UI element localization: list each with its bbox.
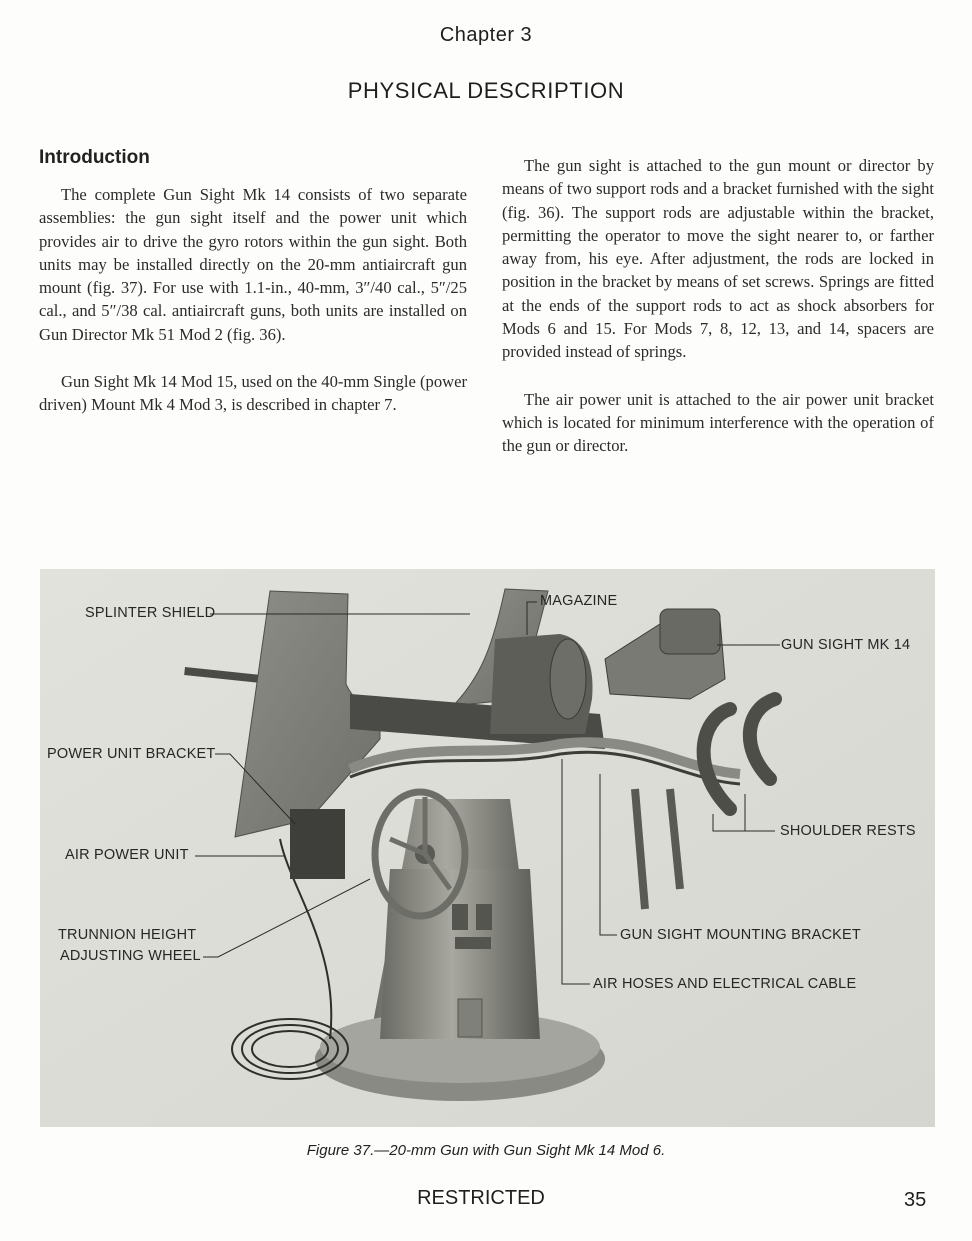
section-heading-introduction: Introduction xyxy=(39,147,150,168)
callout-power-unit-bracket: POWER UNIT BRACKET xyxy=(47,746,216,762)
chapter-label: Chapter 3 xyxy=(439,24,533,46)
page-title: PHYSICAL DESCRIPTION xyxy=(347,78,625,103)
callout-splinter-shield: SPLINTER SHIELD xyxy=(85,605,216,621)
paragraph: The gun sight is attached to the gun mount or director by means of two support rods and a bracket furnished with the sight (fig. 36). The support rods are adjustable within the bracket, permitting the operator to move the sight nearer to, or farther away from, his eye. After adjustment, the rods are locked in position in the bracket by means of set screws. Springs are fitted at the ends of the support rods to act as shock absorbers for Mods 6 and 15. For Mods 7, 8, 12, 13, and 14, spacers are provided instead of springs. xyxy=(502,156,934,362)
callout-air-hoses: AIR HOSES AND ELECTRICAL CABLE xyxy=(593,976,857,992)
callout-magazine: MAGAZINE xyxy=(540,593,618,609)
figure-caption: Figure 37.—20-mm Gun with Gun Sight Mk 14 Mod 6. xyxy=(306,1142,666,1159)
figure-photo-20mm-gun xyxy=(40,569,935,1127)
callout-gun-sight-mk14: GUN SIGHT MK 14 xyxy=(781,637,911,653)
classification-marking: RESTRICTED xyxy=(417,1187,545,1209)
left-column xyxy=(39,183,467,417)
paragraph: Gun Sight Mk 14 Mod 15, used on the 40-mm Single (power driven) Mount Mk 4 Mod 3, is described in chapter 7. xyxy=(39,372,467,415)
callout-air-power-unit: AIR POWER UNIT xyxy=(65,847,189,863)
right-column xyxy=(502,154,934,458)
callout-shoulder-rests: SHOULDER RESTS xyxy=(780,823,916,839)
callout-gun-sight-mounting-bracket: GUN SIGHT MOUNTING BRACKET xyxy=(620,927,861,943)
paragraph: The air power unit is attached to the air power unit bracket which is located for minimum interference with the operation of the gun or director. xyxy=(502,389,934,456)
paragraph: The complete Gun Sight Mk 14 consists of two separate assemblies: the gun sight itself and the power unit which provides air to drive the gyro rotors within the gun sight. Both units may be installed directly on the 20-mm antiaircraft gun mount (fig. 37). For use with 1.1-in., 40-mm, 3″/40 cal., 5″/25 cal., and 5″/38 cal. antiaircraft guns, both units are installed on Gun Director Mk 51 Mod 2 (fig. 36). xyxy=(39,185,467,344)
callout-trunnion-line2: ADJUSTING WHEEL xyxy=(60,948,201,964)
page-number: 35 xyxy=(904,1189,927,1211)
callout-trunnion-line1: TRUNNION HEIGHT xyxy=(58,927,197,943)
